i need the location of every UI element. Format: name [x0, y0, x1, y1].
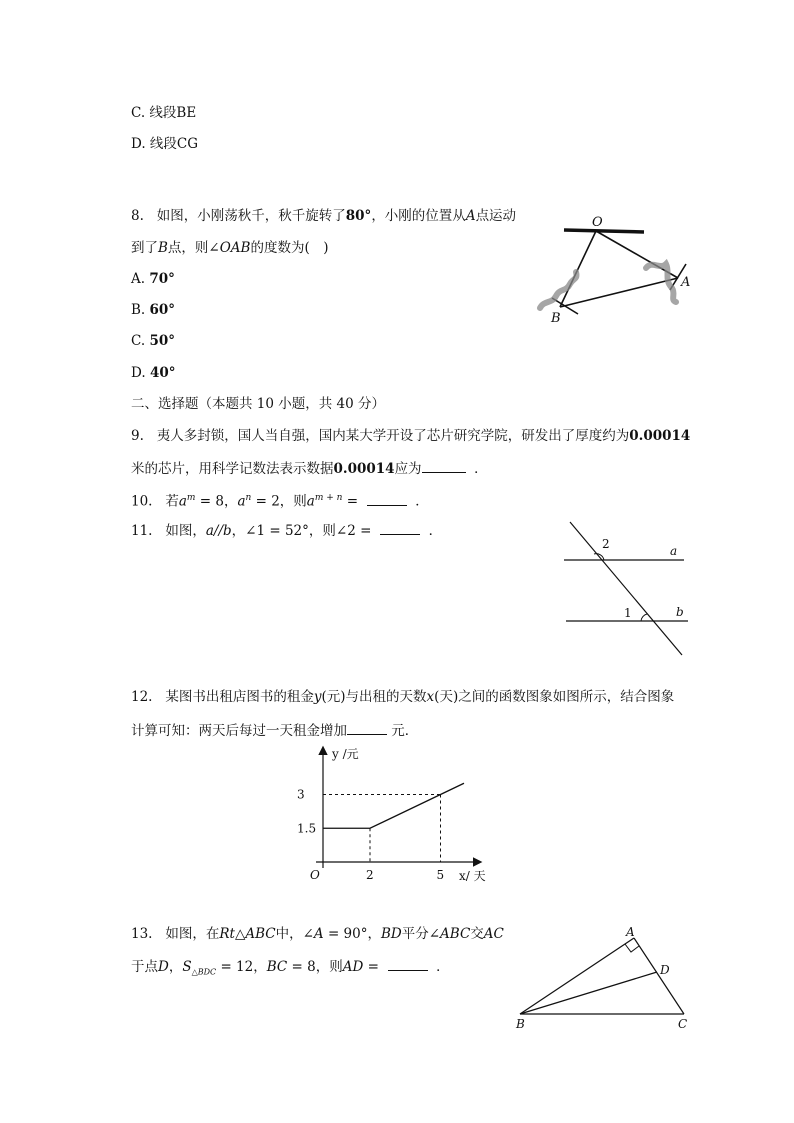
- q10-line: [131, 489, 429, 511]
- q13-text: ，: [168, 959, 183, 975]
- q13-text: =: [363, 959, 384, 975]
- q8-option-b: [131, 301, 175, 319]
- q9-end: ．: [474, 461, 488, 477]
- q9-line2: [131, 458, 488, 478]
- rent-series-line: [323, 783, 464, 828]
- q8-option-c: [131, 332, 175, 350]
- q13-text: = 12，: [216, 959, 267, 975]
- q13-text: 中，∠: [275, 926, 314, 942]
- q13-text: = 90°，: [323, 926, 381, 942]
- q9-line1: [131, 427, 690, 445]
- angle-1-arc: [641, 614, 647, 621]
- swing-line-ab: [560, 278, 678, 307]
- q12-x: x: [426, 689, 435, 705]
- q13-answer-blank[interactable]: [388, 956, 428, 971]
- q13-line1: [131, 925, 504, 943]
- q8-point-b: B: [158, 240, 168, 256]
- q13-ad: AD: [342, 959, 364, 975]
- q12-line2: [131, 720, 418, 740]
- q13-d: D: [158, 959, 169, 975]
- q13-ac: AC: [483, 926, 504, 942]
- q9-value: 0.00014: [629, 428, 691, 444]
- origin-label: O: [310, 868, 320, 882]
- q8-text: 如图，小刚荡秋千，秋千旋转了: [156, 208, 346, 224]
- q10-text: 若: [165, 493, 179, 510]
- option-letter: A.: [131, 271, 146, 287]
- q11-line: [131, 520, 442, 540]
- q9-number: 9.: [131, 428, 144, 444]
- q10-number: 10.: [131, 493, 153, 510]
- q9-answer-blank[interactable]: [422, 458, 466, 473]
- option-value: 40°: [149, 365, 176, 381]
- side-ab: [520, 938, 634, 1014]
- q13-text: 交: [470, 926, 484, 942]
- x-axis-label: x/ 天: [459, 869, 486, 883]
- q12-answer-blank[interactable]: [347, 720, 387, 735]
- q10-answer-blank[interactable]: [367, 491, 407, 506]
- q10-text: = 2，则: [251, 493, 307, 510]
- q12-number: 12.: [131, 689, 153, 705]
- option-value: 70°: [149, 271, 175, 287]
- q11-text: ，∠1 = 52°，则∠2 =: [231, 523, 376, 539]
- q12-text: (天)之间的函数图象如图所示，结合图象: [434, 689, 675, 705]
- q13-bc: BC: [266, 959, 288, 975]
- x-tick-label: 5: [436, 868, 445, 882]
- q12-rent-chart: [290, 742, 500, 888]
- label-c-tri: C: [678, 1017, 688, 1031]
- transversal: [570, 522, 682, 655]
- q10-exp: m + n: [314, 493, 343, 503]
- q8-number: 8.: [131, 208, 144, 224]
- option-letter: D.: [131, 365, 146, 381]
- label-b-line: b: [676, 605, 684, 619]
- q13-abc: ABC: [440, 926, 471, 942]
- q8-text: 的度数为( ): [250, 240, 329, 256]
- q13-line2: [131, 956, 450, 982]
- y-tick-label: 1.5: [297, 821, 317, 836]
- q11-parallel-figure: [560, 518, 700, 663]
- q11-text: 如图，: [165, 523, 206, 539]
- q12-line1: [131, 688, 674, 706]
- q12-text: 元．: [387, 723, 419, 739]
- option-value: 60°: [149, 302, 176, 318]
- label-a-tri: A: [626, 925, 635, 939]
- option-letter: C.: [131, 333, 146, 349]
- q13-area: S: [182, 959, 192, 975]
- q13-text: 于点: [131, 959, 158, 975]
- q12-text: (元)与出租的天数: [321, 689, 427, 705]
- q8-swing-figure: [530, 210, 700, 330]
- label-a: A: [681, 275, 691, 290]
- option-letter: B.: [131, 302, 146, 318]
- q13-text: 平分∠: [401, 926, 441, 942]
- y-axis-label: y /元: [332, 747, 359, 761]
- q8-text: 点运动: [475, 208, 517, 224]
- q10-exp: n: [245, 493, 252, 503]
- option-c-prev: C. 线段BE: [131, 105, 197, 121]
- swing-bar: [564, 230, 644, 232]
- q13-angle-a: A: [313, 926, 324, 942]
- q9-text: 应为: [394, 461, 422, 477]
- label-d-tri: D: [660, 963, 670, 977]
- q8-line2: [131, 239, 329, 257]
- q13-bd: BD: [380, 926, 402, 942]
- q10-base: a: [178, 493, 187, 510]
- label-a-line: a: [670, 544, 678, 558]
- q13-triangle-figure: [512, 922, 702, 1034]
- q8-option-a: [131, 270, 175, 288]
- q10-end: ．: [415, 493, 429, 510]
- q12-text: 计算可知：两天后每过一天租金增加: [131, 723, 347, 739]
- right-angle-mark: [625, 944, 639, 952]
- q10-base: a: [306, 493, 315, 510]
- q10-text: = 8，: [195, 493, 238, 510]
- q8-text: ，小刚的位置从: [371, 208, 466, 224]
- x-tick-label: 2: [366, 868, 374, 882]
- label-b: B: [551, 311, 561, 326]
- q10-exp: m: [186, 493, 196, 503]
- q8-angle: OAB: [219, 240, 251, 256]
- q12-text: 某图书出租店图书的租金: [165, 689, 314, 705]
- label-2: 2: [602, 537, 610, 551]
- side-ac: [634, 938, 684, 1014]
- q9-text: 米的芯片，用科学记数法表示数据: [131, 461, 334, 477]
- q9-text: 夷人多封锁，国人当自强，国内某大学开设了芯片研究学院，研发出了厚度约为: [156, 428, 630, 444]
- label-b-tri: B: [516, 1017, 525, 1031]
- q8-text: 点，则∠: [167, 240, 220, 256]
- bisector-bd: [520, 972, 657, 1014]
- q10-base: a: [237, 493, 246, 510]
- q9-value2: 0.00014: [333, 461, 395, 477]
- q13-triangle: Rt△ABC: [219, 926, 276, 942]
- q12-y: y: [313, 689, 322, 705]
- label-o: O: [592, 215, 603, 230]
- q8-point-a: A: [465, 208, 476, 224]
- q11-end: ．: [428, 523, 443, 539]
- y-tick-label: 3: [297, 787, 305, 802]
- label-1: 1: [624, 606, 632, 620]
- q11-number: 11.: [131, 523, 153, 539]
- q13-end: ．: [436, 959, 450, 975]
- option-value: 50°: [149, 333, 175, 349]
- q13-text: 如图，在: [165, 926, 220, 942]
- q13-number: 13.: [131, 926, 153, 942]
- q11-parallel: a//b: [205, 523, 232, 539]
- option-d-prev: D. 线段CG: [131, 136, 199, 152]
- q8-text: 到了: [131, 240, 158, 256]
- q10-text: =: [342, 493, 363, 510]
- q11-answer-blank[interactable]: [380, 520, 420, 535]
- q13-text: = 8，则: [287, 959, 343, 975]
- q13-area-sub: △BDC: [191, 967, 217, 977]
- q8-option-d: [131, 364, 175, 382]
- q8-degree: 80°: [345, 208, 372, 224]
- swing-line-ob: [560, 231, 596, 307]
- q8-line1: [131, 207, 516, 225]
- section-title: 二、选择题（本题共 10 小题，共 40 分）: [131, 396, 386, 412]
